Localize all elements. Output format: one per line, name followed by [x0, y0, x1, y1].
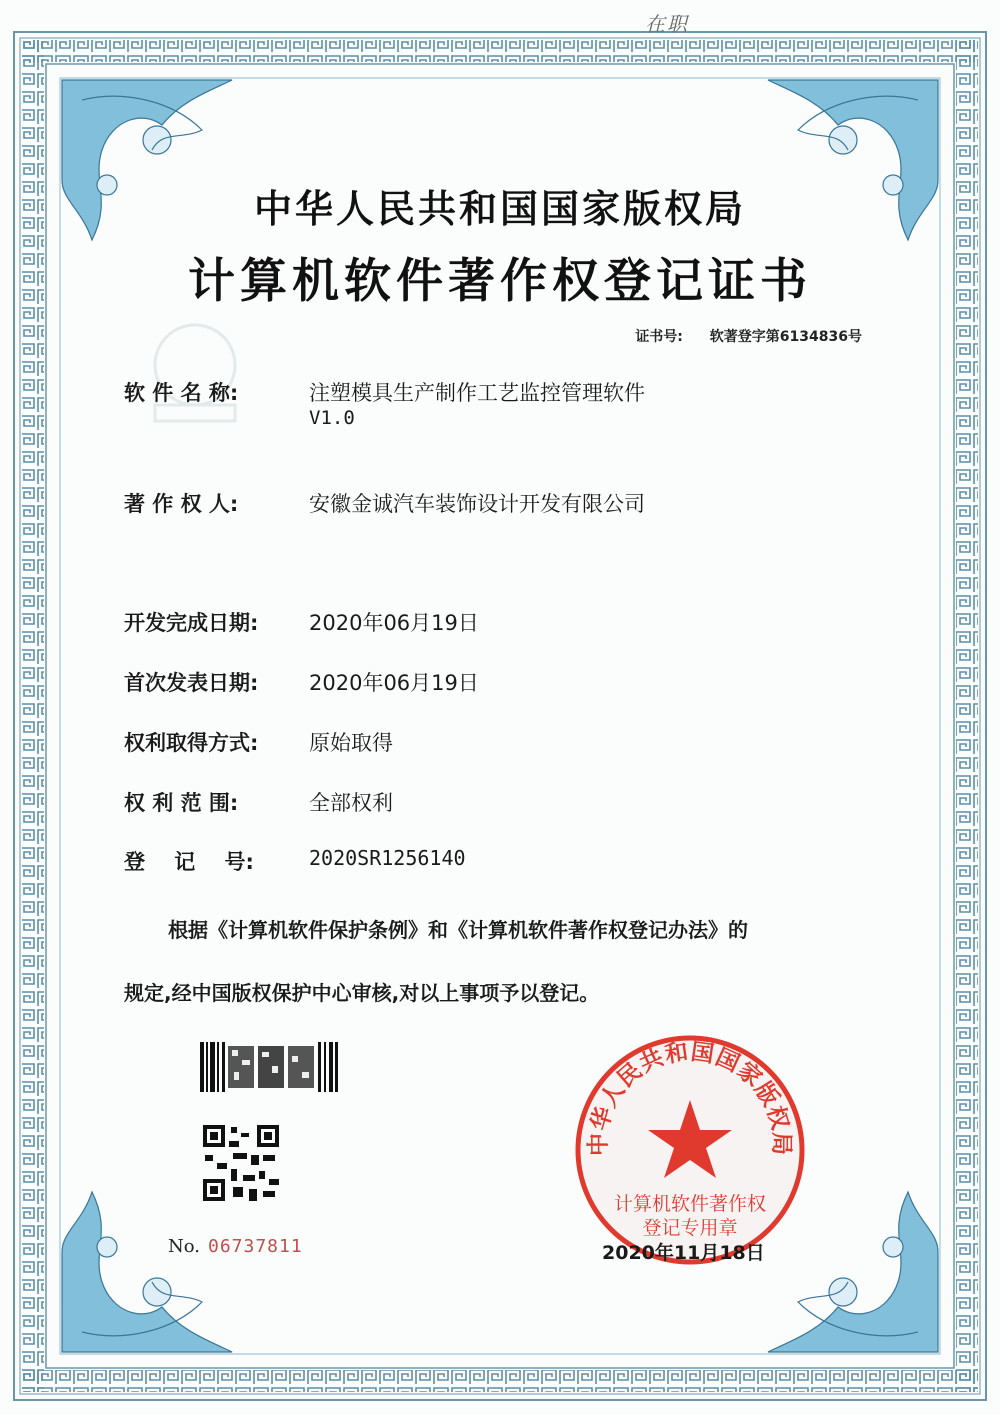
owner-label: 著 作 权 人: — [124, 492, 239, 516]
seal-line-1: 计算机软件著作权 — [613, 1193, 767, 1215]
cert-no-label: 证书号: — [635, 329, 683, 345]
reg-no-label: 登 记 号: — [124, 850, 254, 874]
acquisition-label: 权利取得方式: — [124, 731, 259, 755]
scope-value: 全部权利 — [309, 791, 393, 815]
statement-line-1: 根据《计算机软件保护条例》和《计算机软件著作权登记办法》的 — [168, 918, 748, 942]
acquisition-value: 原始取得 — [309, 731, 393, 755]
dev-date-label: 开发完成日期: — [124, 611, 259, 635]
watermark-emblem — [140, 310, 250, 430]
reg-no-value: 2020SR1256140 — [309, 846, 466, 870]
scope-label: 权 利 范 围: — [124, 791, 239, 815]
statement-line-2: 规定,经中国版权保护中心审核,对以上事项予以登记。 — [124, 981, 600, 1005]
publish-date-value: 2020年06月19日 — [309, 671, 479, 695]
software-name-label: 软 件 名 称: — [124, 381, 239, 405]
cert-no-value: 软著登字第6134836号 — [709, 329, 862, 345]
serial-value: 06737811 — [208, 1236, 303, 1257]
seal-line-2: 登记专用章 — [642, 1217, 738, 1239]
barcode — [200, 1042, 338, 1092]
publish-date-label: 首次发表日期: — [124, 671, 259, 695]
owner-value: 安徽金诚汽车装饰设计开发有限公司 — [309, 492, 645, 516]
dev-date-value: 2020年06月19日 — [309, 611, 479, 635]
qr-code — [203, 1125, 279, 1201]
serial-number — [168, 1236, 303, 1257]
certificate-title: 计算机软件著作权登记证书 — [188, 254, 812, 309]
seal-ring-text: 中华人民共和国国家版权局 — [584, 1038, 796, 1157]
serial-label: No. — [168, 1236, 200, 1257]
issue-date: 2020年11月18日 — [602, 1242, 765, 1264]
software-version: V1.0 — [309, 407, 355, 429]
handwritten-note: 在职 — [645, 12, 689, 36]
software-name-value: 注塑模具生产制作工艺监控管理软件 — [309, 381, 645, 405]
authority-title: 中华人民共和国国家版权局 — [253, 186, 746, 231]
certificate-number — [635, 326, 862, 346]
official-seal — [570, 1030, 810, 1270]
